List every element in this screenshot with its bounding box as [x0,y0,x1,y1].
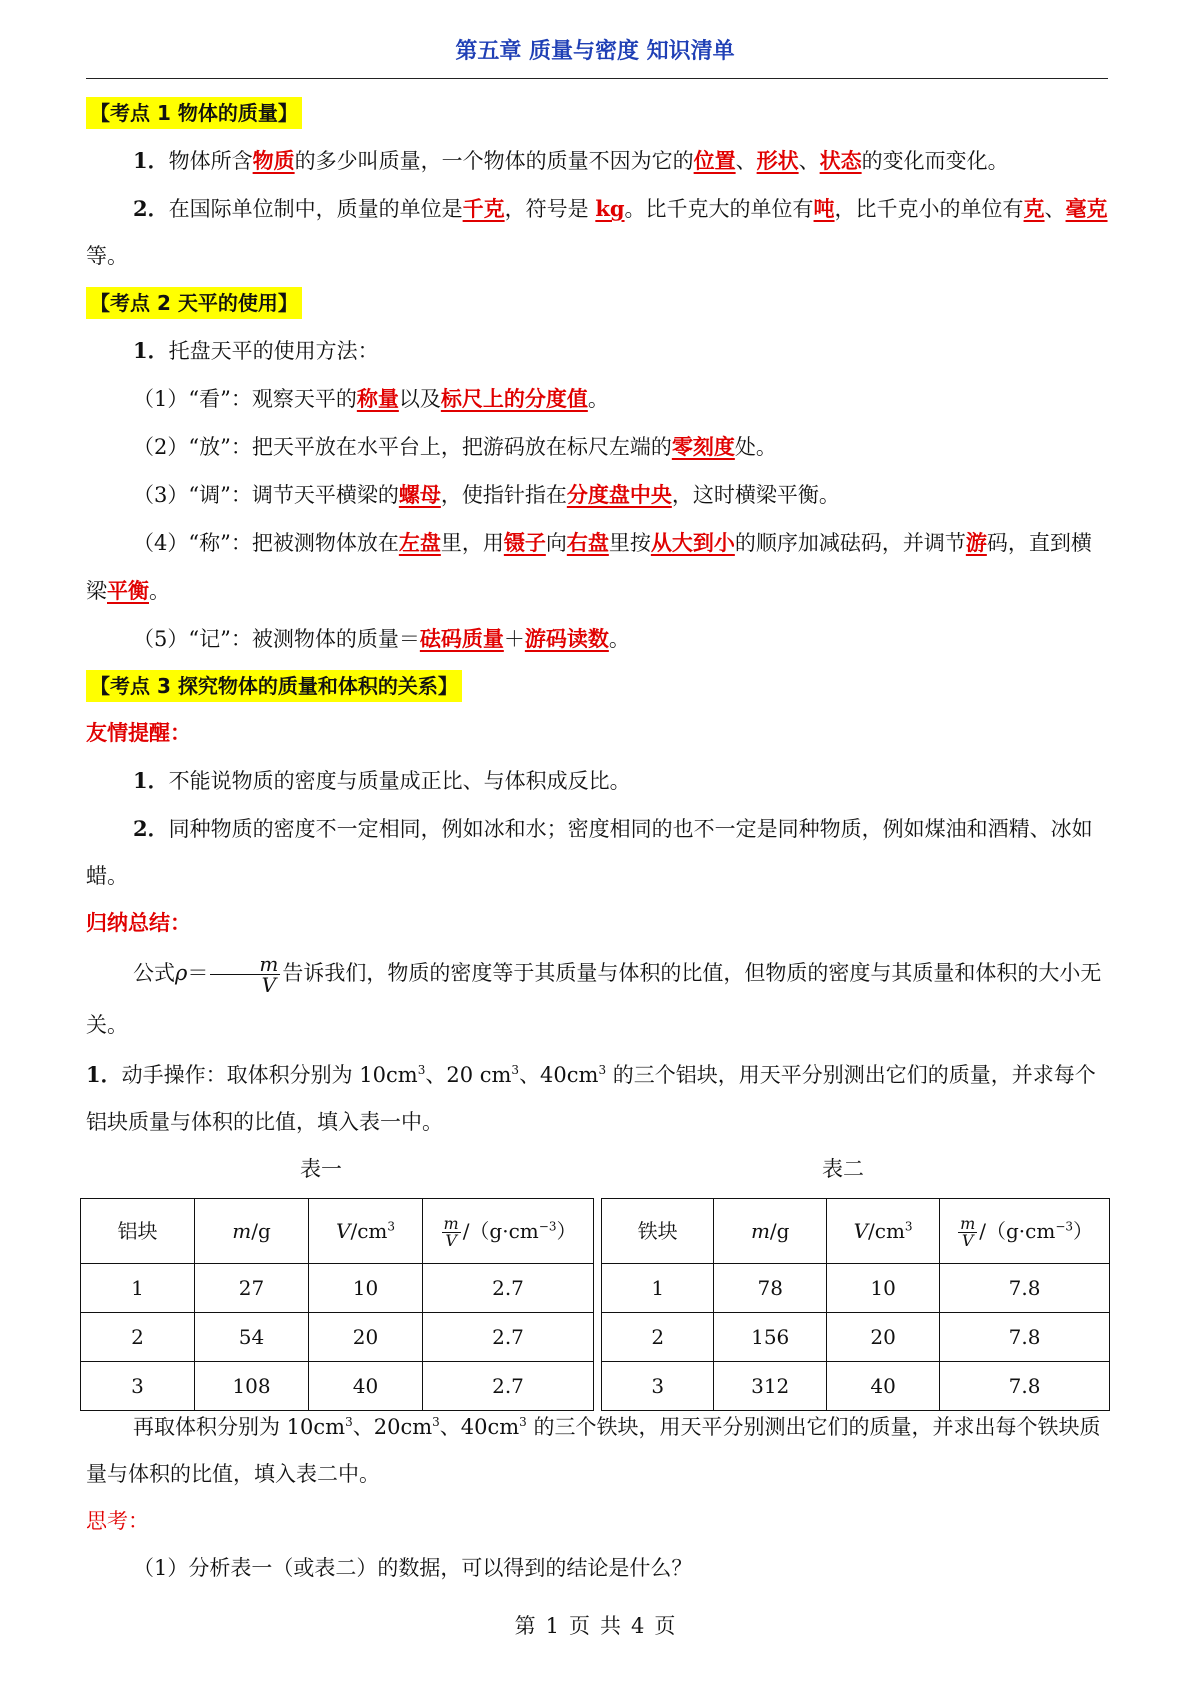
density-formula-paragraph: 公式ρ＝ $\frac{m}{V}$ 告诉我们，物质的密度等于其质量与体积的比值，但物质的密度与其质量和体积的大小无关。 [86,952,1102,1037]
experiment-aluminum: 1．动手操作：取体积分别为 $10cm^3$、20 $cm^3$、$40cm^3$ 的三个铝块，用天平分别测出它们的质量，并求每个铝块质量与体积的比值，填入表一中。 [86,1062,1096,1134]
answer-blank: 状态 [819,148,862,173]
paragraph-mass-definition: 1．物体所含物质的多少叫质量，一个物体的质量不因为它的位置、形状、状态的变化而变化。 [133,148,1009,173]
answer-blank: 标尺上的分度值 [440,386,588,411]
summary-label: 归纳总结： [86,911,191,935]
step-look: （1）“看”：观察天平的称量以及标尺上的分度值。 [133,386,609,411]
answer-blank: 形状 [756,148,799,173]
page-title: 第五章 质量与密度 知识清单 [455,39,735,64]
answer-blank: 螺母 [398,482,441,507]
table-row: 3 312 40 7.8 [602,1362,1110,1411]
answer-blank: 物质 [252,148,295,173]
table2-caption: 表二 [822,1157,864,1181]
answer-blank: 吨 [813,196,835,221]
answer-blank: kg [595,196,625,221]
section-heading-point2: 【考点 2 天平的使用】 [86,287,302,319]
answer-blank: 分度盘中央 [566,482,672,507]
table-row: 3 108 40 2.7 [81,1362,594,1411]
title-divider [86,78,1108,79]
question-1: （1）分析表一（或表二）的数据，可以得到的结论是什么？ [133,1556,693,1580]
think-label: 思考： [86,1509,149,1533]
tip-2: 2．同种物质的密度不一定相同，例如冰和水；密度相同的也不一定是同种物质，例如煤油和酒精、冰如蜡。 [86,816,1093,888]
section-heading-point3: 【考点 3 探究物体的质量和体积的关系】 [86,670,462,702]
table-row: 2 54 20 2.7 [81,1313,594,1362]
experiment-iron: 再取体积分别为 $10cm^3$、$20cm^3$、$40cm^3$ 的三个铁块，用天平分别测出它们的质量，并求出每个铁块质量与体积的比值，填入表二中。 [86,1415,1101,1486]
data-tables [86,1146,1110,1404]
answer-blank: 右盘 [566,530,609,555]
section-heading-point1: 【考点 1 物体的质量】 [86,97,302,129]
page-number: 1 [545,1614,559,1638]
table1-caption: 表一 [300,1157,342,1181]
answer-blank: 平衡 [107,578,149,603]
answer-blank: 砝码质量 [419,626,504,651]
answer-blank: 左盘 [398,530,441,555]
step-place: （2）“放”：把天平放在水平台上，把游码放在标尺左端的零刻度处。 [133,434,777,459]
step-record: （5）“记”：被测物体的质量＝砝码质量＋游码读数。 [133,626,630,651]
step-adjust: （3）“调”：调节天平横梁的螺母，使指针指在分度盘中央，这时横梁平衡。 [133,482,840,507]
answer-blank: 游 [965,530,987,555]
tip-label: 友情提醒： [86,721,191,745]
table-row: 2 156 20 7.8 [602,1313,1110,1362]
rho-symbol: ρ [175,961,188,985]
paragraph-balance-intro: 1．托盘天平的使用方法： [133,338,379,363]
table-aluminum: 铝块 m/g $V/cm^3$ $\frac{m}{V}$ $/(g\cdot cm^{-3})$ 1 27 10 2.7 2 54 20 2.7 3 108 40 2.7 [80,1198,594,1411]
answer-blank: 克 [1023,196,1045,221]
table-row: 1 27 10 2.7 [81,1264,594,1313]
answer-blank: 位置 [693,148,736,173]
table-iron: 铁块 m/g $V/cm^3$ $\frac{m}{V}$ $/(g\cdot cm^{-3})$ 1 78 10 7.8 2 156 20 7.8 3 312 40 7.8 [601,1198,1110,1411]
mass-over-volume-fraction: $\frac{m}{V}$ [210,954,280,995]
tip-1: 1．不能说物质的密度与质量成正比、与体积成反比。 [133,768,631,793]
table-row: 1 78 10 7.8 [602,1264,1110,1313]
answer-blank: 零刻度 [671,434,735,459]
answer-blank: 毫克 [1065,196,1108,221]
answer-blank: 镊子 [503,530,546,555]
document-body [86,90,1110,1592]
answer-blank: 称量 [356,386,399,411]
answer-blank: 游码读数 [524,626,609,651]
answer-blank: 千克 [462,196,505,221]
page-total: 4 [631,1614,645,1638]
answer-blank: 从大到小 [650,530,735,555]
paragraph-mass-units: 2．在国际单位制中，质量的单位是千克，符号是 kg。比千克大的单位有吨，比千克小的单位有克、毫克等。 [86,196,1108,268]
step-weigh: （4）“称”：把被测物体放在左盘里，用镊子向右盘里按从大到小的顺序加减砝码，并调节游码，直到横梁平衡。 [86,530,1092,603]
page-footer: 第 1 页 共 4 页 [514,1614,676,1638]
